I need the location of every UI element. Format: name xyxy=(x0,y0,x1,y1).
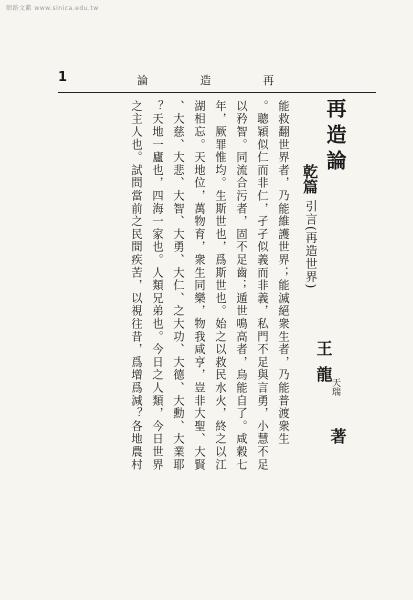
page-header xyxy=(58,70,378,92)
watermark: 網路文獻 www.sinica.edu.tw xyxy=(6,5,99,12)
body-line: 能救翻世界者，乃能維護世界；能滅絕衆生者，乃能普渡衆生 xyxy=(277,100,290,446)
author-name: 王龍 xyxy=(314,340,333,392)
body-line: 之主人也。試問當前之民間疾苦，以視往昔，爲增爲減？各地農村 xyxy=(130,100,143,472)
chapter-heading: 乾篇 xyxy=(301,164,319,194)
body-line: 年，厥罪惟均。生斯世也，爲斯世也。始之以救民水火，終之以江 xyxy=(214,100,227,472)
page-number: 1 xyxy=(58,70,68,85)
body-line: ？天地一廬也，四海一家也。人類兄弟也。今日之人類，今日世界 xyxy=(151,100,164,472)
section-heading: 引言(再造世界) xyxy=(304,200,318,290)
header-rule xyxy=(58,92,376,93)
body-line: 湖相忘。天地位，萬物育，衆生同樂，物我咸亨，豈非大聖、大賢 xyxy=(193,100,206,472)
book-title: 再造論 xyxy=(323,98,347,176)
author-alt-name: 天瑞 xyxy=(330,378,340,396)
body-line: 。聰穎似仁而非仁，孑孑似義而非義，私門不足與言勇，小慧不足 xyxy=(256,100,269,472)
author-credit: 著 xyxy=(328,428,347,444)
running-title: 論造再 xyxy=(137,74,326,87)
body-line: 以矜智。同流合污者，固不足齒；遁世鳴高者，烏能自了。咸穀七 xyxy=(235,100,248,472)
body-line: 、大慈、大悲、大智、大勇、大仁、之大功、大德、大勳、大業耶 xyxy=(172,100,185,472)
